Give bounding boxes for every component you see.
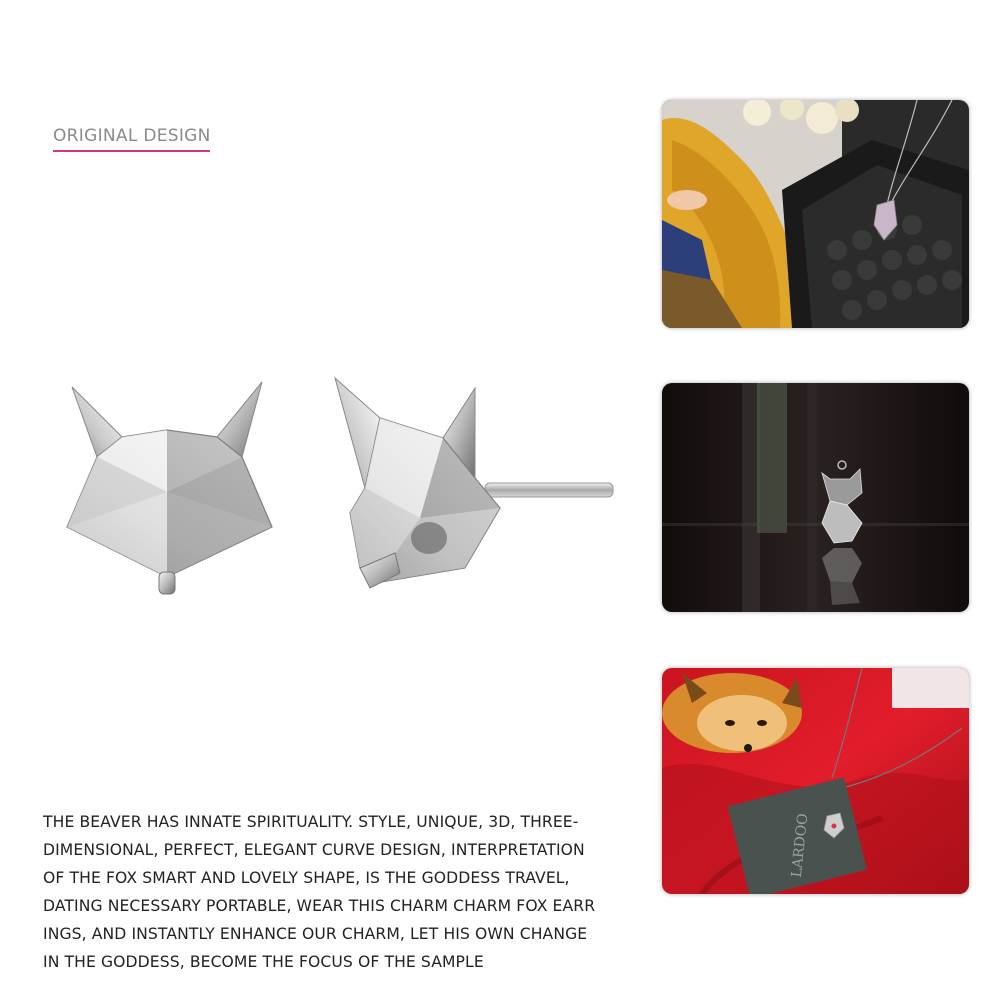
- description-line: INGS, AND INSTANTLY ENHANCE OUR CHARM, LET HIS OWN CHANGE: [43, 925, 588, 943]
- side-earring: [335, 378, 613, 588]
- description-line: IN THE GODDESS, BECOME THE FOCUS OF THE SAMPLE: [43, 953, 484, 971]
- description-line: DATING NECESSARY PORTABLE, WEAR THIS CHARM CHARM FOX EARR: [43, 897, 596, 915]
- fox-earrings-image: [55, 370, 625, 610]
- heading-underline: [53, 150, 210, 152]
- front-earring: [67, 382, 272, 594]
- gallery-photo-gift-box: [662, 100, 969, 328]
- product-description: [43, 808, 653, 976]
- gallery-photo-red-fabric: [662, 668, 969, 894]
- description-line: DIMENSIONAL, PERFECT, ELEGANT CURVE DESIGN, INTERPRETATION: [43, 841, 585, 859]
- section-heading: ORIGINAL DESIGN: [53, 126, 211, 146]
- description-line: THE BEAVER HAS INNATE SPIRITUALITY. STYLE, UNIQUE, 3D, THREE-: [43, 813, 579, 831]
- tag-label: LARDOO: [788, 812, 812, 879]
- description-line: OF THE FOX SMART AND LOVELY SHAPE, IS THE GODDESS TRAVEL,: [43, 869, 570, 887]
- gallery-photo-pendant-reflection: [662, 383, 969, 612]
